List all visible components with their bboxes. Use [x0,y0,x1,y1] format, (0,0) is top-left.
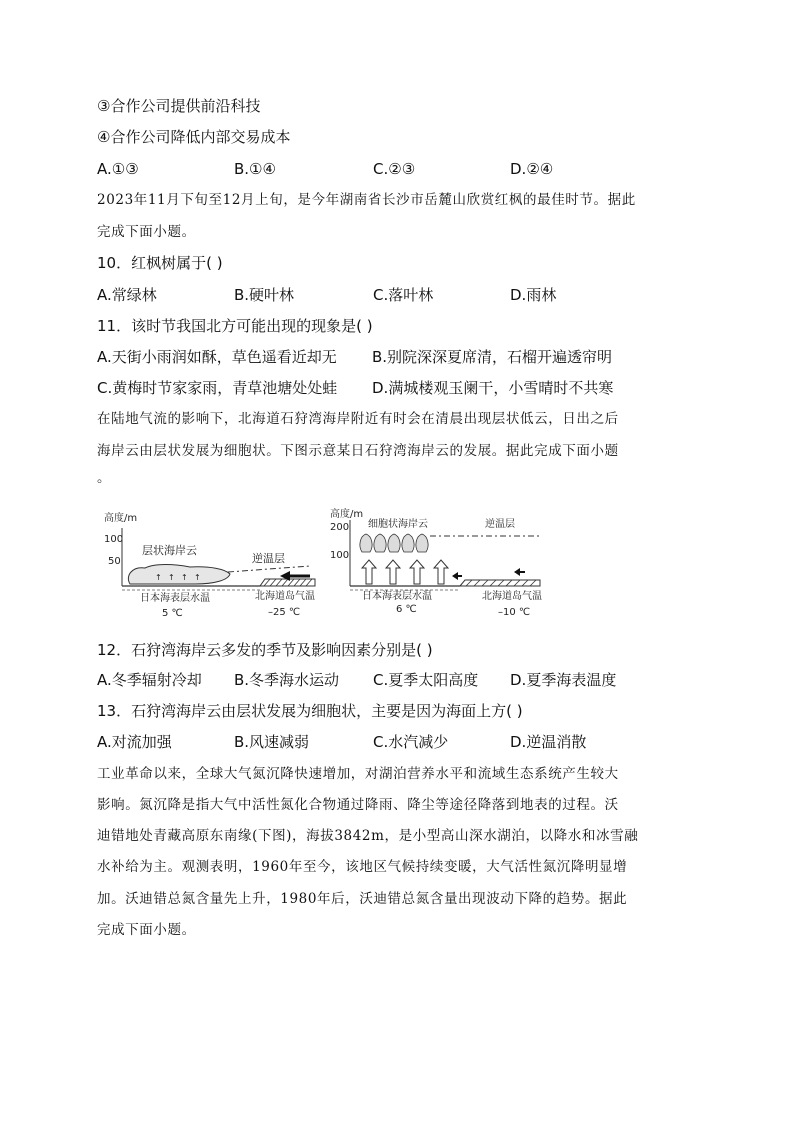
question-12: 12．石狩湾海岸云多发的季节及影响因素分别是( ) [97,641,433,659]
left-tick-low: 50 [108,556,121,567]
svg-text:↑: ↑ [194,573,201,582]
right-updraft-arrows [362,560,448,584]
question-10: 10．红枫树属于( ) [97,254,223,272]
left-tick-high: 100 [104,534,124,545]
q10-option-d[interactable]: D.雨林 [510,286,557,304]
statement-item-4: ④合作公司降低内部交易成本 [97,128,291,146]
q12-option-b[interactable]: B.冬季海水运动 [234,671,340,689]
coastal-cloud-figure [100,506,550,621]
q12-option-a[interactable]: A.冬季辐射冷却 [97,671,202,689]
passage-3-line-5: 加。沃迪错总氮含量先上升，1980年后，沃迪错总氮含量出现波动下降的趋势。据此 [97,891,628,907]
right-land [460,580,540,586]
passage-2-line-3: 。 [97,470,112,486]
right-cellular-clouds [360,534,428,552]
left-stratiform-cloud [128,565,230,585]
right-land-temp: –10 ℃ [498,607,531,618]
figure-right-panel [330,507,542,618]
right-sea-label: 日本海表层水温 [362,591,432,602]
left-land-label: 北海道岛气温 [255,591,315,602]
passage-3-line-2: 影响。氮沉降是指大气中活性氮化合物通过降雨、降尘等途径降落到地表的过程。沃 [97,797,619,813]
q9-option-b[interactable]: B.①④ [234,160,276,178]
q9-option-a[interactable]: A.①③ [97,160,139,178]
right-cloud-label: 细胞状海岸云 [368,519,428,530]
passage-2-line-2: 海岸云由层状发展为细胞状。下图示意某日石狩湾海岸云的发展。据此完成下面小题 [97,443,619,459]
statement-item-3: ③合作公司提供前沿科技 [97,97,261,115]
left-cloud-label: 层状海岸云 [142,544,197,557]
passage-1-line-2: 完成下面小题。 [97,224,196,240]
figure-left-panel [104,511,315,619]
q13-option-c[interactable]: C.水汽减少 [373,733,449,751]
right-ylabel: 高度/m [330,509,364,520]
left-sea-label: 日本海表层水温 [140,593,210,604]
right-tick-low: 100 [330,550,350,561]
q13-option-b[interactable]: B.风速减弱 [234,733,310,751]
q13-option-d[interactable]: D.逆温消散 [510,733,587,751]
q11-option-b[interactable]: B.别院深深夏席清，石榴开遍透帘明 [372,348,613,366]
passage-3-line-4: 水补给为主。观测表明，1960年至今，该地区气候持续变暖，大气活性氮沉降明显增 [97,859,628,875]
svg-text:↑: ↑ [155,573,162,582]
right-land-label: 北海道岛气温 [482,591,542,602]
q12-option-c[interactable]: C.夏季太阳高度 [373,671,479,689]
question-11: 11．该时节我国北方可能出现的现象是( ) [97,317,373,335]
q11-option-a[interactable]: A.天街小雨润如酥，草色遥看近却无 [97,348,337,366]
q11-option-d[interactable]: D.满城楼观玉阑干，小雪晴时不共寒 [372,379,614,397]
q9-option-d[interactable]: D.②④ [510,160,554,178]
passage-3-line-6: 完成下面小题。 [97,922,196,938]
q13-option-a[interactable]: A.对流加强 [97,733,172,751]
left-inversion-label: 逆温层 [252,552,285,565]
q9-option-c[interactable]: C.②③ [373,160,416,178]
right-sea-temp: 6 ℃ [396,604,417,615]
passage-1-line-1: 2023年11月下旬至12月上旬，是今年湖南省长沙市岳麓山欣赏红枫的最佳时节。据此 [97,192,636,208]
svg-text:↑: ↑ [181,573,188,582]
right-tick-high: 200 [330,522,350,533]
passage-3-line-3: 迪错地处青藏高原东南缘(下图)，海拔3842m，是小型高山深水湖泊，以降水和冰雪融 [97,828,639,844]
q10-option-b[interactable]: B.硬叶林 [234,286,295,304]
left-inversion-line [228,566,310,572]
left-sea-temp: 5 ℃ [162,608,183,619]
q10-option-a[interactable]: A.常绿林 [97,286,157,304]
q11-option-c[interactable]: C.黄梅时节家家雨，青草池塘处处蛙 [97,379,338,397]
svg-text:↑: ↑ [168,573,175,582]
question-13: 13．石狩湾海岸云由层状发展为细胞状，主要是因为海面上方( ) [97,702,523,720]
q10-option-c[interactable]: C.落叶林 [373,286,434,304]
left-land-temp: –25 ℃ [268,607,301,618]
passage-2-line-1: 在陆地气流的影响下，北海道石狩湾海岸附近有时会在清晨出现层状低云，日出之后 [97,411,619,427]
q12-option-d[interactable]: D.夏季海表温度 [510,671,617,689]
right-inversion-label: 逆温层 [485,519,515,530]
left-ylabel: 高度/m [104,513,138,524]
passage-3-line-1: 工业革命以来，全球大气氮沉降快速增加，对湖泊营养水平和流域生态系统产生较大 [97,766,619,782]
